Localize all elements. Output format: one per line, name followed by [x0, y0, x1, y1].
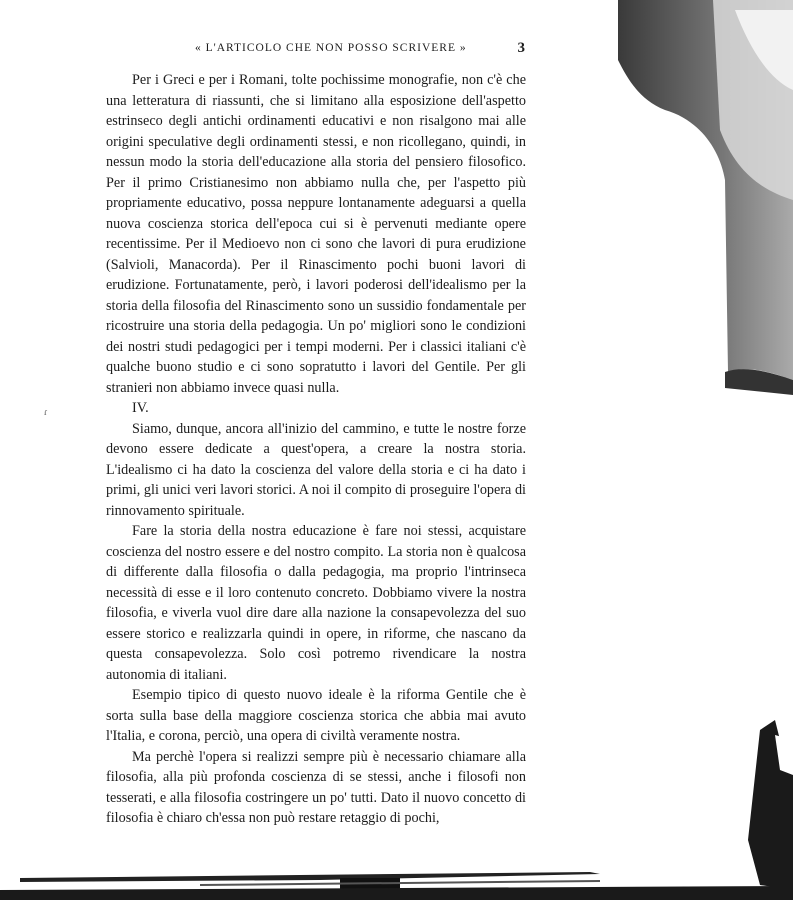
paragraph: Esempio tipico di questo nuovo ideale è la riforma Gentile che è sorta sulla base della maggiore coscienza storica che abbia mai avuto l'Italia, e corona, perciò, una opera di civiltà veramente nostra. [106, 687, 526, 744]
scan-bottom-edge [0, 860, 793, 900]
paragraph: Fare la storia della nostra educazione è fare noi stessi, acquistare coscienza del nostro essere e del nostro compito. La storia non è qualcosa di differente dalla filosofia o dalla pedagogia, ma proprio l'intrinseca necessità di esse e il loro contenuto concreto. Dobbiamo vivere la nostra filosofia, e viverla vuol dire dare alla nazione la consapevolezza del suo essere storico e realizzarla quindi in opere, in riforme, che nascano da questa consapevolezza. Solo così potremo rivendicare la nostra autonomia di italiani. [106, 523, 526, 683]
paragraph: Per i Greci e per i Romani, tolte pochissime monografie, non c'è che una letteratura di riassunti, che si limitano alla esposizione dell'aspetto estrinseco degli antichi ordinamenti educativi e non risalgono mai alle origini speculative degli ordinamenti stessi, e non ricollegano, quindi, in nessun modo la storia dell'educazione alla storia del pensiero filosofico. Per il primo Cristianesimo non abbiamo nulla che, per l'aspetto più propriamente educativo, possa neppure lontanamente adeguarsi a quella nuova coscienza storica dell'epoca cui si è pervenuti mediante opere recentissime. Per il Medioevo non ci sono che lavori di pura erudizione (Salvioli, Manacorda). Per il Rinascimento pochi buoni lavori di erudizione. Fortunatamente, però, i lavori poderosi dell'idealismo per la storia della filosofia del Rinascimento sono un sussidio fondamentale per ricostruire una storia della pedagogia. Un po' migliori sono le condizioni dei nostri studi pedagogici per i tempi moderni. Per i classici italiani c'è qualche buono studio e ci sono sopratutto i lavori del Gentile. Per gli stranieri non abbiamo invece quasi nulla. [106, 72, 526, 396]
page-number: 3 [517, 40, 525, 56]
paragraph: Siamo, dunque, ancora all'inizio del cammino, e tutte le nostre forze devono essere dedicate a quest'opera, a creare la nostra storia. L'idealismo ci ha dato la coscienza del valore della storia e ci ha dato i primi, gli unici veri lavori storici. A noi il compito di proseguire l'opera di rinnovamento spirituale. [106, 420, 526, 519]
running-title: « L'ARTICOLO CHE NON POSSO SCRIVERE » [195, 42, 467, 54]
body-text [106, 70, 526, 829]
section-heading: IV. [132, 400, 149, 416]
margin-mark: ɾ [44, 407, 48, 418]
page-header [100, 40, 525, 60]
paragraph: Ma perchè l'opera si realizzi sempre più è necessario chiamare alla filosofia, alla più profonda coscienza di se stessi, anche i filosofi non tesserati, e alla filosofia costringere un po' tutti. Dato il nuovo concetto di filosofia è chiaro ch'essa non può restare retaggio di pochi, [106, 748, 526, 826]
